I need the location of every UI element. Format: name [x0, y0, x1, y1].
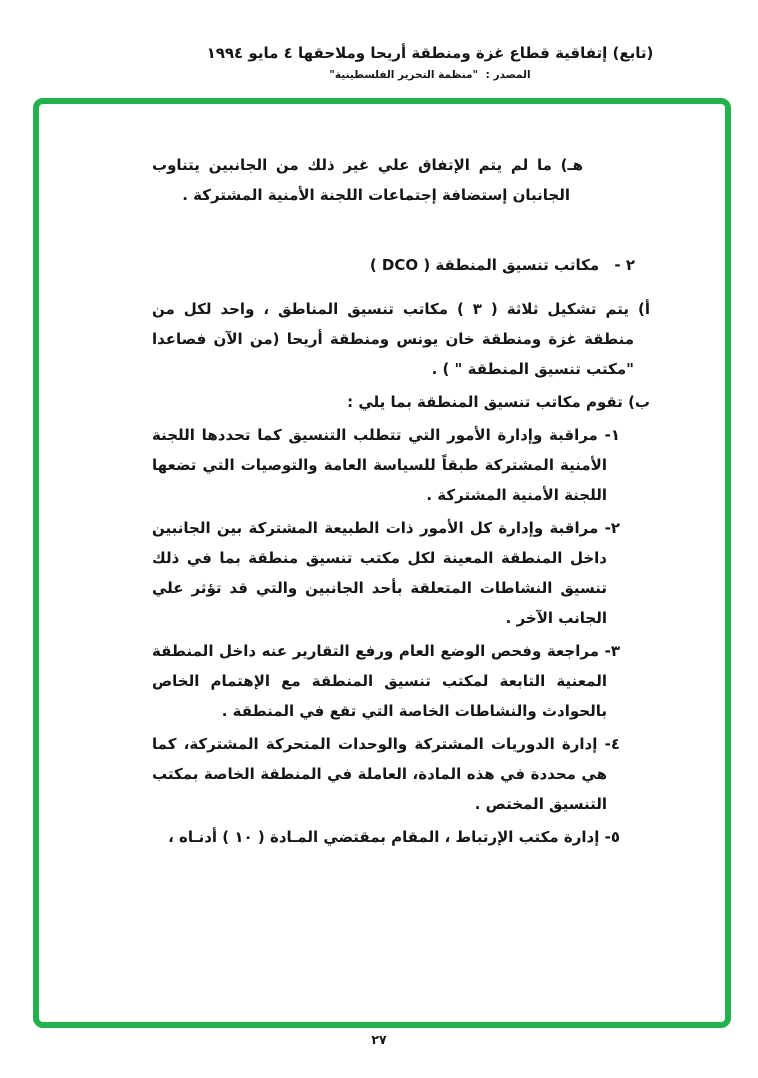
page-footer	[0, 1032, 758, 1047]
clause-a-text: يتم تشكيل ثلاثة ( ٣ ) مكاتب تنسيق المناطق ، واحد لكل من منطقة غزة ومنطقة خان يونس ومنطقة أريحا (من الآن فصاعدا "مكتب تنسيق المنطقة " ) .	[152, 300, 634, 378]
list-item-3	[152, 636, 620, 726]
clause-b	[152, 387, 650, 417]
page-number: ٢٧	[371, 1032, 387, 1047]
list-item-1-text: مراقبة وإدارة الأمور التي تتطلب التنسيق كما تحددها اللجنة الأمنية المشتركة طبقاً للسياسة العامة والتوصيات التي تضعها اللجنة الأمنية المشتركة .	[152, 426, 607, 504]
list-item-4-marker: ٤-	[604, 735, 620, 753]
list-item-2-text: مراقبة وإدارة كل الأمور ذات الطبيعة المشتركة بين الجانبين داخل المنطقة المعينة لكل مكتب تنسيق منطقة بما في ذلك تنسيق النشاطات المتعلقة بأحد الجانبين والتي قد تؤثر علي الجانب الآخر .	[152, 519, 607, 627]
clause-b-text: تقوم مكاتب تنسيق المنطقة بما يلي :	[347, 393, 623, 411]
list-item-3-text: مراجعة وفحص الوضع العام ورفع التقارير عنه داخل المنطقة المعنية التابعة لمكتب تنسيق المنطقة مع الإهتمام الخاص بالحوادث والنشاطات الخاصة التي تقع في المنطقة .	[152, 642, 607, 720]
list-item-5-marker: ٥-	[604, 828, 620, 846]
source-value: "منظمة التحرير الفلسطينية"	[329, 69, 479, 81]
list-item-2	[152, 513, 620, 633]
clause-h-marker: هـ)	[560, 156, 583, 174]
clause-b-marker: ب)	[628, 393, 650, 411]
clause-h	[152, 150, 583, 210]
section-number: ٢ -	[614, 256, 635, 274]
clause-a-marker: أ)	[638, 300, 650, 318]
list-item-5-text: إدارة مكتب الإرتباط ، المقام بمقتضي المـادة ( ١٠ ) أدنـاه ،	[168, 828, 600, 846]
source-label: المصدر :	[485, 69, 531, 81]
list-item-3-marker: ٣-	[604, 642, 620, 660]
page-header	[205, 44, 655, 81]
list-item-1	[152, 420, 620, 510]
section-heading-dco	[152, 250, 635, 280]
list-item-5	[152, 822, 620, 852]
document-body	[152, 150, 650, 855]
section-title: مكاتب تنسيق المنطقة ( DCO )	[369, 256, 600, 274]
source-line	[205, 69, 655, 81]
list-item-4-text: إدارة الدوريات المشتركة والوحدات المتحركة المشتركة، كما هي محددة في هذه المادة، العاملة في المنطقة الخاصة بمكتب التنسيق المختص .	[152, 735, 607, 813]
document-title: (تابع) إتفاقية قطاع غزة ومنطقة أريحا وملاحقها ٤ مايو ١٩٩٤	[206, 44, 654, 62]
clause-a	[152, 294, 650, 384]
list-item-4	[152, 729, 620, 819]
clause-h-text: ما لم يتم الإتفاق علي غير ذلك من الجانبين يتناوب الجانبان إستضافة إجتماعات اللجنة الأمنية المشتركة .	[152, 156, 570, 204]
list-item-2-marker: ٢-	[604, 519, 620, 537]
list-item-1-marker: ١-	[604, 426, 620, 444]
